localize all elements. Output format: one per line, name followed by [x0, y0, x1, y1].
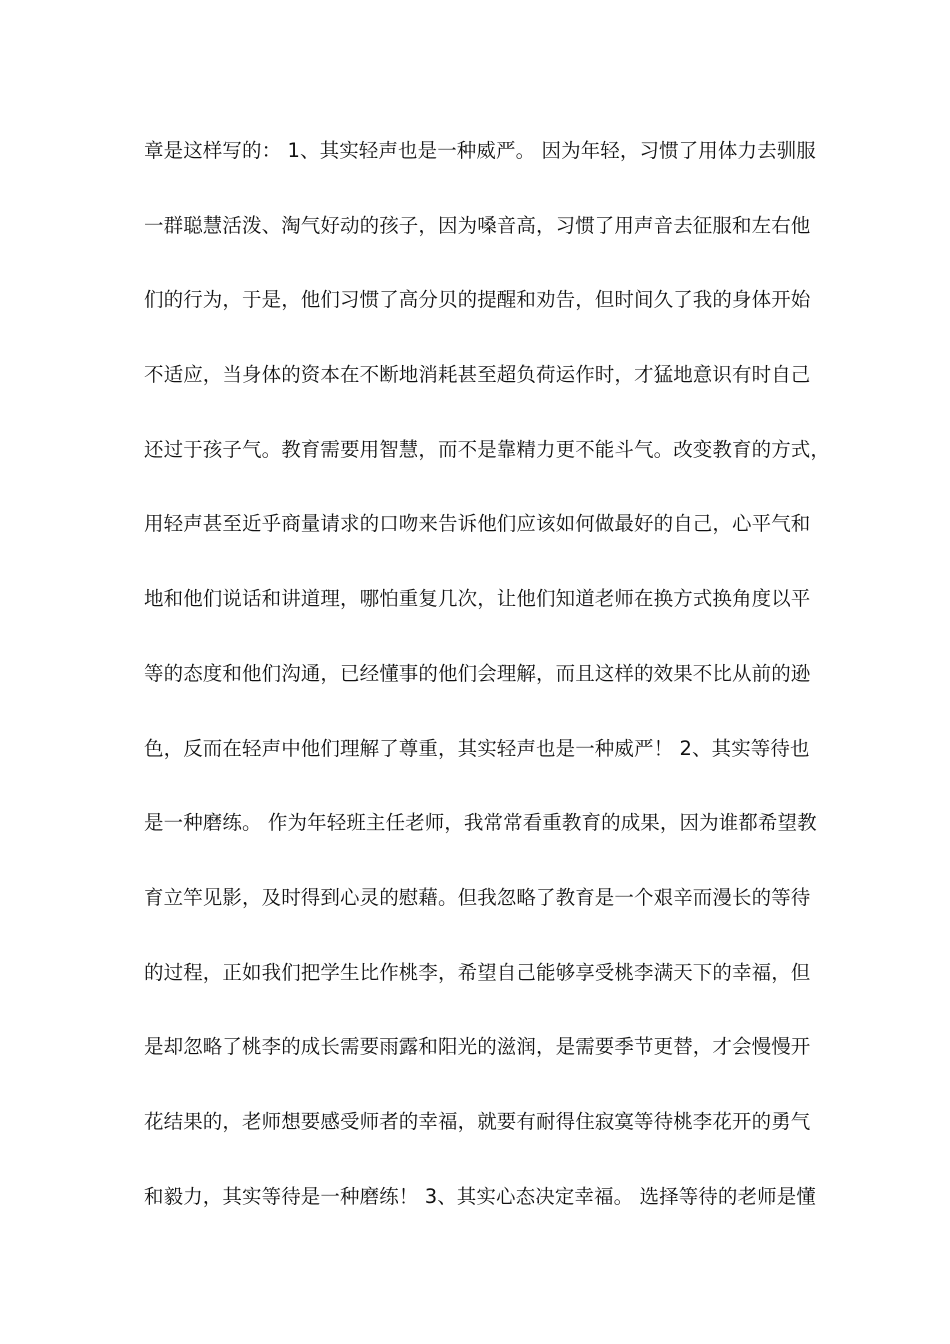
text-line: 不适应，当身体的资本在不断地消耗甚至超负荷运作时，才猛地意识有时自己	[144, 363, 811, 387]
text-line: 一群聪慧活泼、淘气好动的孩子，因为嗓音高，习惯了用声音去征服和左右他	[144, 213, 811, 237]
text-line: 用轻声甚至近乎商量请求的口吻来告诉他们应该如何做最好的自己，心平气和	[144, 512, 811, 536]
text-line: 章是这样写的： 1、其实轻声也是一种威严。 因为年轻，习惯了用体力去驯服	[144, 139, 816, 162]
text-line: 们的行为，于是，他们习惯了高分贝的提醒和劝告，但时间久了我的身体开始	[144, 288, 811, 312]
text-line: 育立竿见影，及时得到心灵的慰藉。但我忽略了教育是一个艰辛而漫长的等待	[144, 885, 811, 909]
text-line: 还过于孩子气。教育需要用智慧，而不是靠精力更不能斗气。改变教育的方式，	[144, 437, 831, 461]
text-line: 是却忽略了桃李的成长需要雨露和阳光的滋润，是需要季节更替，才会慢慢开	[144, 1035, 811, 1059]
text-line: 等的态度和他们沟通，已经懂事的他们会理解，而且这样的效果不比从前的逊	[144, 661, 811, 685]
text-line: 和毅力，其实等待是一种磨练！ 3、其实心态决定幸福。 选择等待的老师是懂	[144, 1184, 816, 1208]
text-line: 的过程，正如我们把学生比作桃李，希望自己能够享受桃李满天下的幸福，但	[144, 960, 811, 984]
text-line: 花结果的，老师想要感受师者的幸福，就要有耐得住寂寞等待桃李花开的勇气	[144, 1109, 811, 1133]
text-line: 地和他们说话和讲道理，哪怕重复几次，让他们知道老师在换方式换角度以平	[144, 587, 811, 611]
text-line: 色，反而在轻声中他们理解了尊重，其实轻声也是一种威严！ 2、其实等待也	[144, 736, 810, 760]
text-line: 是一种磨练。 作为年轻班主任老师，我常常看重教育的成果，因为谁都希望教	[144, 811, 817, 835]
body-text	[144, 132, 831, 1252]
